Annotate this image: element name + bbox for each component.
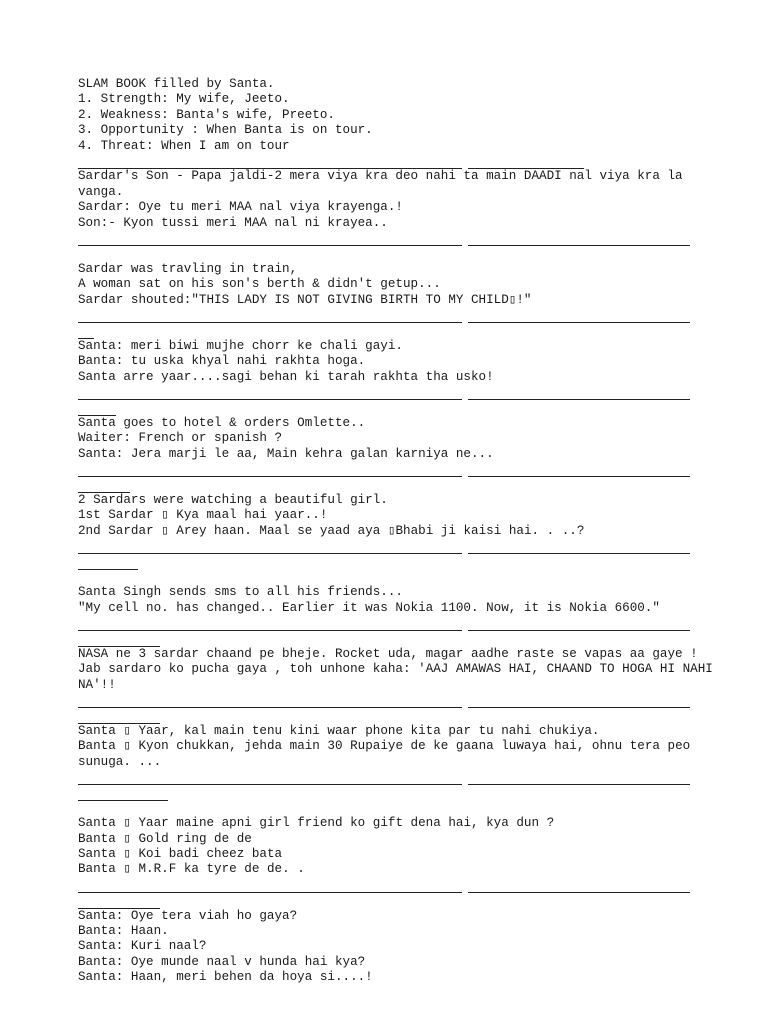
text-line: SLAM BOOK filled by Santa. — [78, 77, 275, 91]
separator-rule — [78, 878, 718, 893]
text-line: Santa goes to hotel & orders Omlette.. — [78, 415, 366, 430]
joke-block-10 — [78, 801, 718, 878]
joke-block-2 — [78, 169, 718, 231]
text-line: Santa: Kuri naal? — [78, 939, 207, 954]
text-line: Santa ▯ Koi badi cheez bata — [78, 847, 283, 862]
blank-line — [78, 246, 718, 261]
separator-tail — [78, 477, 718, 492]
text-line: Banta ▯ M.R.F ka tyre de de. . — [78, 862, 305, 877]
text-line: Jab sardaro ko pucha gaya , toh unhone kaha: 'AAJ AMAWAS HAI, CHAAND TO HOGA HI NAHI NA'!! — [78, 662, 721, 692]
separator-rule — [78, 308, 718, 323]
joke-block-6 — [78, 493, 718, 539]
joke-block-3 — [78, 246, 718, 308]
separator-tail — [78, 323, 718, 338]
text-line: Waiter: French or spanish ? — [78, 431, 283, 446]
text-line: Sardar shouted:"THIS LADY IS NOT GIVING BIRTH TO MY CHILD▯!" — [78, 292, 532, 307]
separator-tail — [78, 631, 718, 646]
text-line: Banta ▯ Gold ring de de — [78, 831, 252, 846]
text-line: A woman sat on his son's berth & didn't getup... — [78, 277, 441, 292]
separator-tail — [78, 785, 718, 800]
separator-rule — [78, 770, 718, 785]
separator-rule — [78, 616, 718, 631]
joke-block-4 — [78, 339, 718, 385]
text-line: Son:- Kyon tussi meri MAA nal ni krayea.. — [78, 215, 388, 230]
joke-block-5 — [78, 416, 718, 462]
text-line: Santa ▯ Yaar maine apni girl friend ko gift dena hai, kya dun ? — [78, 816, 555, 831]
separator-tail — [78, 893, 718, 908]
text-line: NASA ne 3 sardar chaand pe bheje. Rocket uda, magar aadhe raste se vapas aa gaye ! — [78, 646, 698, 661]
text-line: 4. Threat: When I am on tour — [78, 138, 290, 153]
text-line: Banta ▯ Kyon chukkan, jehda main 30 Rupaiye de ke gaana luwaya hai, ohnu tera peo sunuga. ... — [78, 739, 698, 769]
text-line: 3. Opportunity : When Banta is on tour. — [78, 123, 373, 138]
text-line: Banta: tu uska khyal nahi rakhta hoga. — [78, 354, 366, 369]
text-line: 2nd Sardar ▯ Arey haan. Maal se yaad aya ▯Bhabi ji kaisi hai. . ..? — [78, 523, 585, 538]
text-line: Santa arre yaar....sagi behan ki tarah rakhta tha usko! — [78, 369, 494, 384]
separator-rule — [78, 385, 718, 400]
text-line: 1. Strength: My wife, Jeeto. — [78, 92, 290, 107]
separator-rule — [78, 693, 718, 708]
separator-tail — [78, 400, 718, 415]
text-line: Santa: meri biwi mujhe chorr ke chali gayi. — [78, 338, 403, 353]
joke-block-8 — [78, 646, 721, 693]
separator-tail — [78, 708, 718, 723]
document-page — [78, 77, 721, 986]
joke-block-7 — [78, 570, 718, 616]
text-line: Santa: Jera marji le aa, Main kehra galan karniya ne... — [78, 446, 494, 461]
text-line: "My cell no. has changed.. Earlier it was Nokia 1100. Now, it is Nokia 6600." — [78, 600, 660, 615]
joke-block-11 — [78, 909, 718, 986]
text-line: Banta: Oye munde naal v hunda hai kya? — [78, 954, 366, 969]
text-line: Santa: Oye tera viah ho gaya? — [78, 908, 298, 923]
blank-line — [78, 801, 718, 816]
text-line: Sardar's Son - Papa jaldi-2 mera viya kra deo nahi ta main DAADI nal viya kra la vanga. — [78, 169, 691, 199]
separator-rule — [78, 231, 718, 246]
separator-rule — [78, 539, 718, 554]
joke-block-1 — [78, 77, 718, 154]
text-line: 1st Sardar ▯ Kya maal hai yaar..! — [78, 508, 328, 523]
text-line: Sardar: Oye tu meri MAA nal viya krayenga.! — [78, 200, 403, 215]
joke-block-9 — [78, 724, 718, 770]
separator-rule — [78, 462, 718, 477]
separator-rule — [78, 154, 718, 169]
text-line: Santa ▯ Yaar, kal main tenu kini waar phone kita par tu nahi chukiya. — [78, 723, 600, 738]
separator-tail — [78, 554, 718, 569]
text-line: Santa Singh sends sms to all his friends... — [78, 585, 403, 600]
text-line: Banta: Haan. — [78, 924, 169, 939]
text-line: Santa: Haan, meri behen da hoya si....! — [78, 970, 373, 985]
blank-line — [78, 570, 718, 585]
text-line: Sardar was travling in train, — [78, 261, 298, 276]
text-line: 2 Sardars were watching a beautiful girl. — [78, 492, 388, 507]
text-line: 2. Weakness: Banta's wife, Preeto. — [78, 107, 335, 122]
